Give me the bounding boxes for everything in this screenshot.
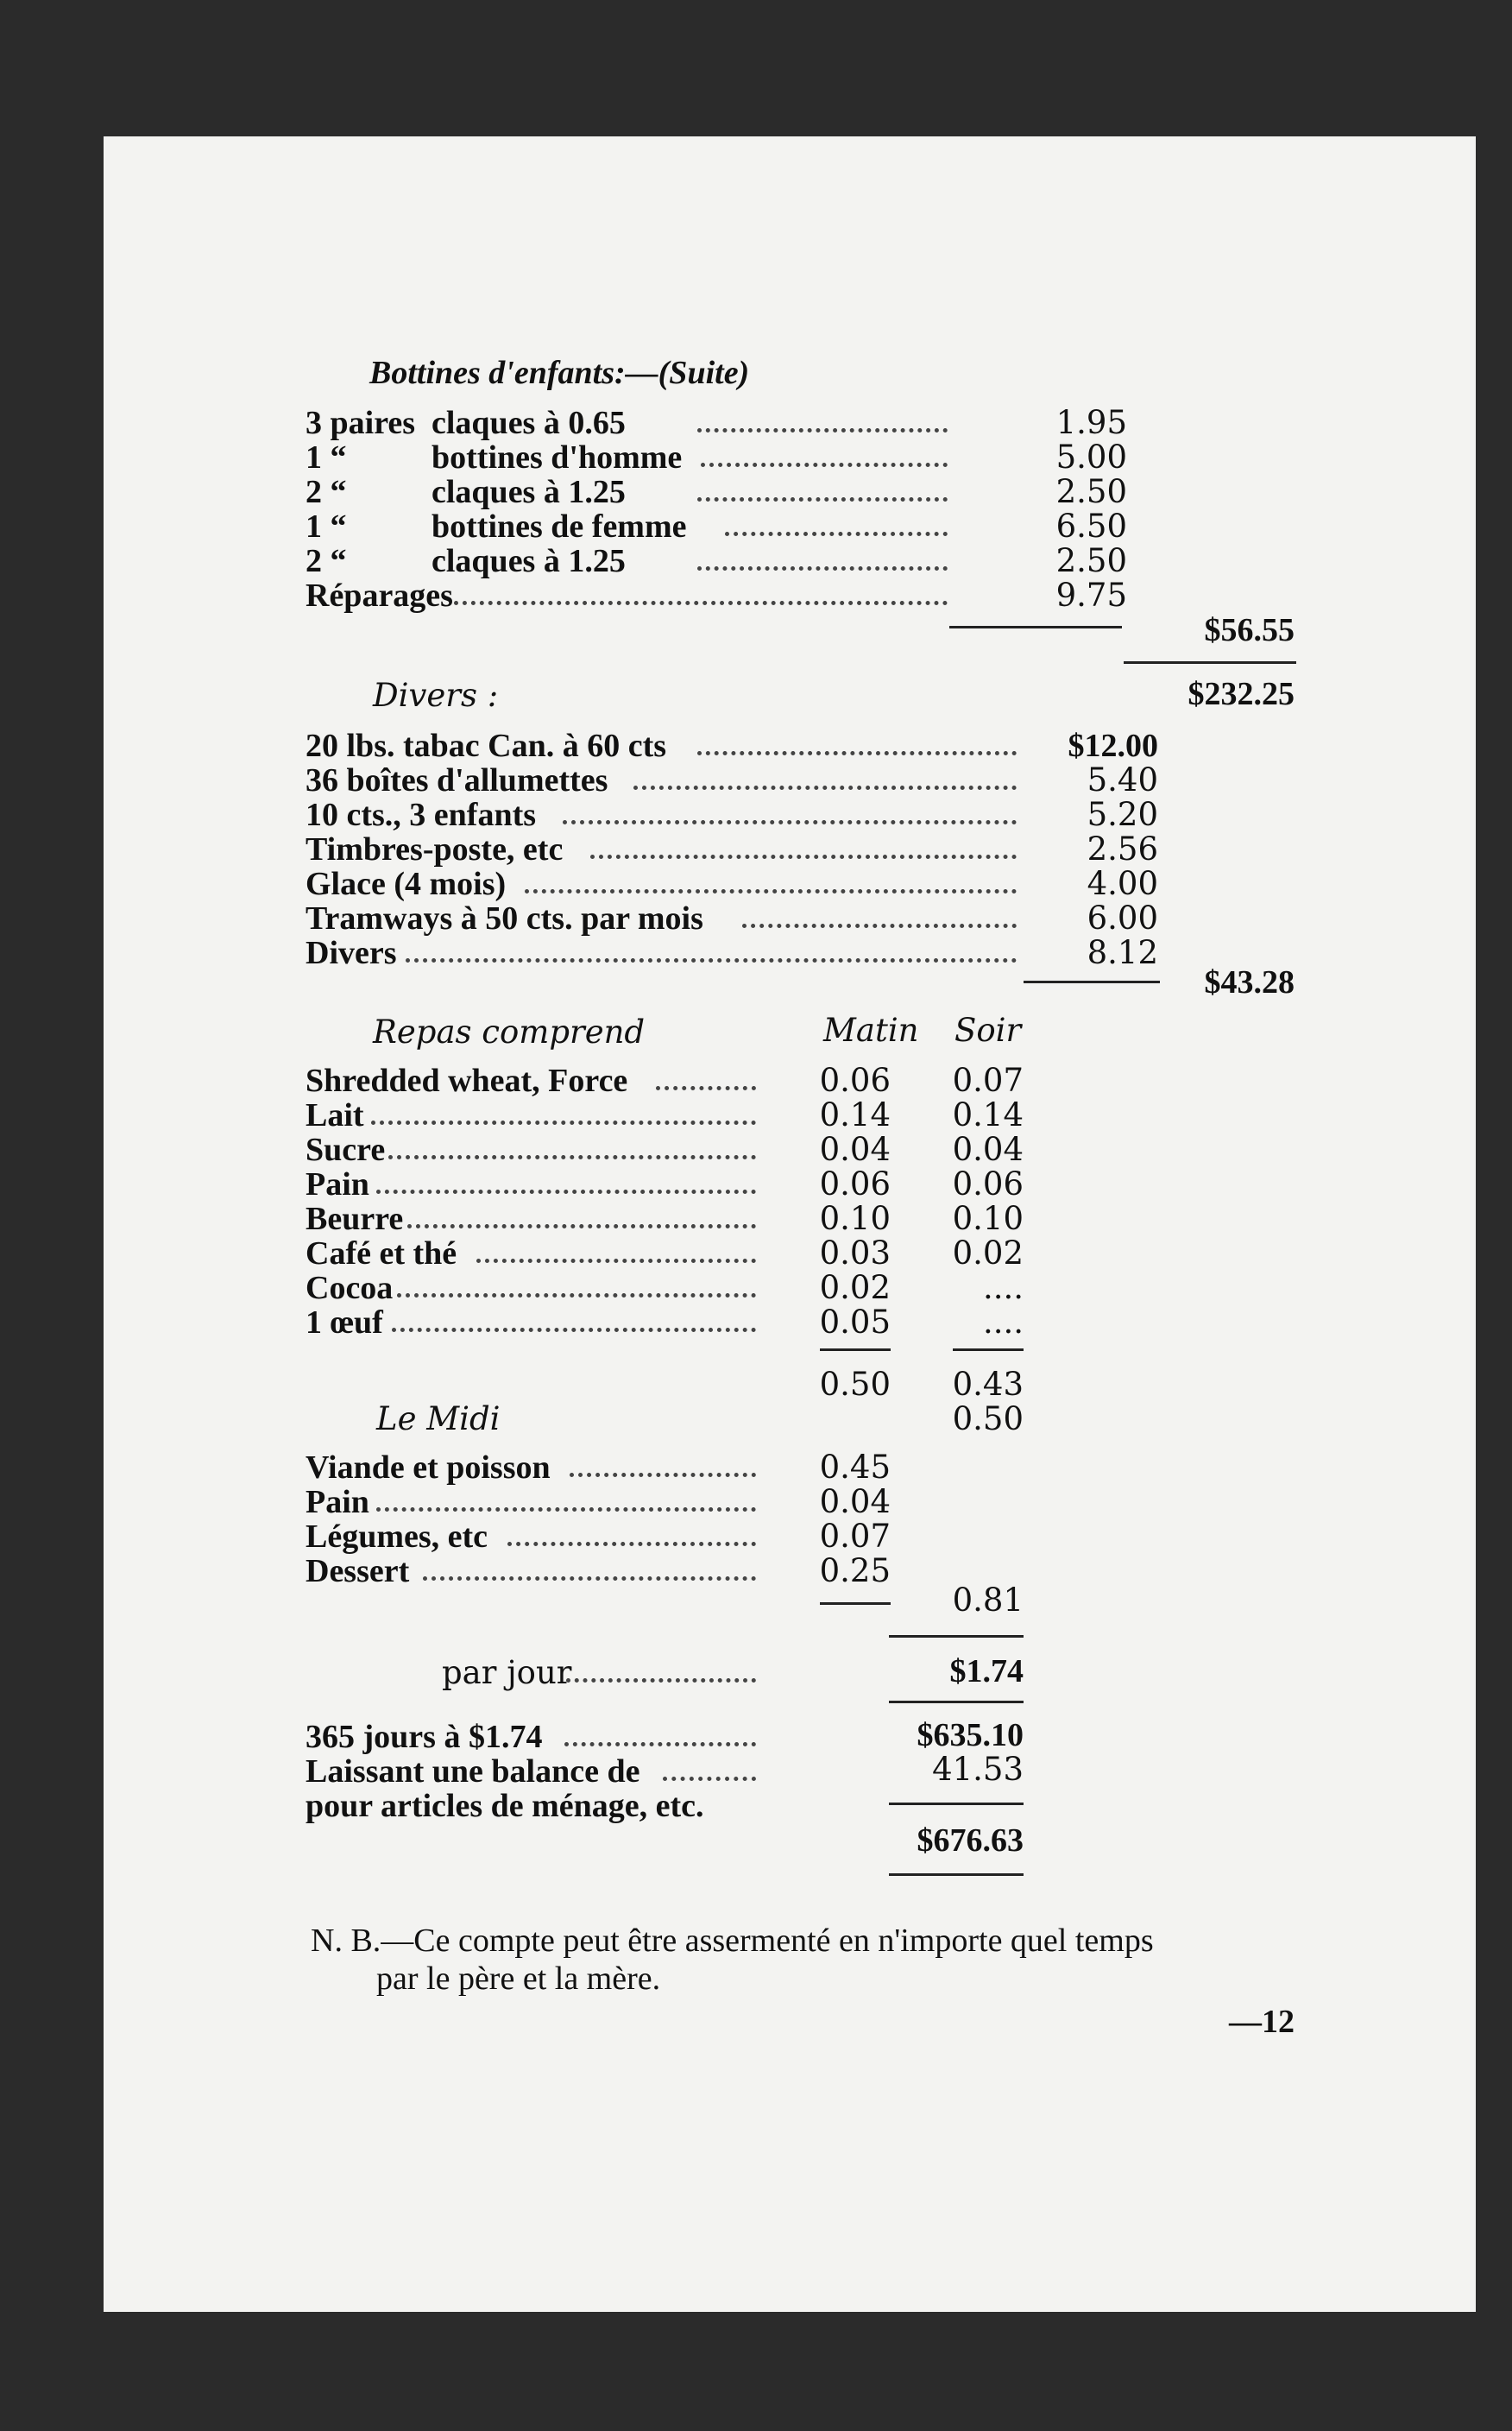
bottines-qty: 3 paires [306,405,416,441]
rule [820,1602,891,1605]
repas-desc: Sucre [306,1132,386,1168]
repas-desc: Cocoa [306,1270,394,1306]
repas-desc: Pain [306,1166,369,1203]
repas-soir: .... [982,1269,1024,1306]
repas-desc: Café et thé [306,1235,457,1272]
bottines-amount: 1.95 [1055,404,1127,441]
leader-dots [563,820,1017,824]
rule [953,1348,1024,1351]
column-header-matin: Matin [823,1012,919,1049]
repas-total-matin: 0.50 [819,1366,891,1403]
divers-total: $43.28 [1204,964,1295,1001]
leader-dots [566,1678,756,1683]
repas-matin: 0.06 [819,1062,891,1099]
divers-desc: Timbres-poste, etc [306,831,564,868]
annual-amount: $635.10 [917,1717,1024,1753]
repas-matin: 0.02 [819,1269,891,1306]
repas-desc: 1 œuf [306,1304,383,1341]
divers-amount: 8.12 [1087,934,1158,971]
divers-desc: 10 cts., 3 enfants [306,797,537,833]
leader-dots [742,924,1017,928]
balance-label-cont: pour articles de ménage, etc. [306,1788,704,1824]
rule [889,1873,1024,1876]
bottines-qty: 2 “ [306,474,347,510]
repas-matin: 0.04 [819,1131,891,1168]
rule [889,1701,1024,1703]
leader-dots [388,1155,756,1159]
midi-desc: Pain [306,1484,369,1520]
midi-total: 0.81 [952,1582,1024,1619]
repas-matin: 0.05 [819,1304,891,1341]
leader-dots [454,601,948,605]
leader-dots [663,1777,756,1781]
leader-dots [701,463,948,467]
leader-dots [371,1121,756,1125]
leader-dots [697,497,948,502]
balance-label: Laissant une balance de [306,1753,640,1790]
section-heading-bottines: Bottines d'enfants:—(Suite) [369,355,750,391]
bottines-amount: 9.75 [1055,577,1127,614]
section-heading-divers: Divers : [373,677,499,714]
bottines-qty: 1 “ [306,439,347,476]
leader-dots [376,1507,756,1512]
leader-dots [697,566,948,571]
leader-dots [392,1328,756,1332]
bottines-amount: 5.00 [1055,439,1127,476]
leader-dots [570,1473,756,1477]
midi-amount: 0.07 [819,1518,891,1555]
midi-desc: Viande et poisson [306,1449,551,1486]
repas-desc: Shredded wheat, Force [306,1063,628,1099]
repas-carry-soir: 0.50 [952,1400,1024,1437]
divers-desc: 36 boîtes d'allumettes [306,762,608,799]
divers-desc: Tramways à 50 cts. par mois [306,900,703,937]
page-number: —12 [1229,2004,1295,2040]
leader-dots [633,786,1017,790]
bottines-qty: Réparages [306,578,453,614]
divers-desc: Divers [306,935,397,971]
bottines-amount: 2.50 [1055,473,1127,510]
column-header-soir: Soir [954,1012,1022,1049]
grand-total: $676.63 [917,1822,1024,1859]
leader-dots [590,855,1017,859]
divers-amount: 5.40 [1087,761,1158,799]
leader-dots [476,1259,756,1263]
repas-total-soir: 0.43 [952,1366,1024,1403]
leader-dots [697,751,1017,755]
repas-matin: 0.06 [819,1165,891,1203]
bottines-desc: claques à 1.25 [432,543,626,579]
divers-amount: 2.56 [1087,830,1158,868]
leader-dots [507,1542,756,1546]
repas-desc: Beurre [306,1201,404,1237]
midi-desc: Légumes, etc [306,1519,488,1555]
bottines-amount: 6.50 [1055,508,1127,545]
repas-matin: 0.10 [819,1200,891,1237]
rule [889,1635,1024,1638]
midi-desc: Dessert [306,1553,410,1589]
section-heading-repas: Repas comprend [373,1013,646,1051]
repas-soir: 0.07 [952,1062,1024,1099]
rule [1024,981,1160,983]
par-jour-amount: $1.74 [949,1653,1024,1689]
divers-amount: 4.00 [1087,865,1158,902]
leader-dots [407,1224,756,1228]
bottines-desc: claques à 0.65 [432,405,626,441]
divers-desc: Glace (4 mois) [306,866,507,902]
rule [889,1803,1024,1805]
balance-amount: 41.53 [932,1751,1024,1788]
leader-dots [525,889,1017,893]
repas-desc: Lait [306,1097,364,1133]
midi-amount: 0.25 [819,1552,891,1589]
midi-amount: 0.45 [819,1449,891,1486]
leader-dots [397,1293,756,1298]
repas-soir: 0.06 [952,1165,1024,1203]
bottines-total: $232.25 [1188,676,1295,712]
rule [949,626,1122,628]
bottines-qty: 2 “ [306,543,347,579]
repas-soir: 0.04 [952,1131,1024,1168]
divers-amount: 5.20 [1087,796,1158,833]
leader-dots [406,958,1017,963]
section-heading-midi: Le Midi [376,1400,501,1437]
repas-soir: 0.10 [952,1200,1024,1237]
leader-dots [725,532,948,536]
leader-dots [697,428,948,433]
bottines-qty: 1 “ [306,508,347,545]
note-line-1: N. B.—Ce compte peut être assermenté en n'importe quel temps [311,1923,1154,1959]
leader-dots [423,1576,756,1581]
bottines-subtotal: $56.55 [1204,612,1295,648]
divers-amount: $12.00 [1068,728,1158,764]
repas-soir: 0.02 [952,1234,1024,1272]
bottines-desc: bottines de femme [432,508,687,545]
note-line-2: par le père et la mère. [376,1961,661,1997]
bottines-desc: bottines d'homme [432,439,683,476]
bottines-amount: 2.50 [1055,542,1127,579]
divers-amount: 6.00 [1087,900,1158,937]
leader-dots [376,1190,756,1194]
leader-dots [656,1086,756,1090]
leader-dots [564,1742,756,1746]
par-jour-label: par jour [442,1654,572,1691]
rule [820,1348,891,1351]
midi-amount: 0.04 [819,1483,891,1520]
divers-desc: 20 lbs. tabac Can. à 60 cts [306,728,667,764]
annual-label: 365 jours à $1.74 [306,1719,543,1755]
repas-matin: 0.03 [819,1234,891,1272]
repas-matin: 0.14 [819,1096,891,1133]
bottines-desc: claques à 1.25 [432,474,626,510]
repas-soir: .... [982,1304,1024,1341]
rule [1124,661,1296,664]
repas-soir: 0.14 [952,1096,1024,1133]
